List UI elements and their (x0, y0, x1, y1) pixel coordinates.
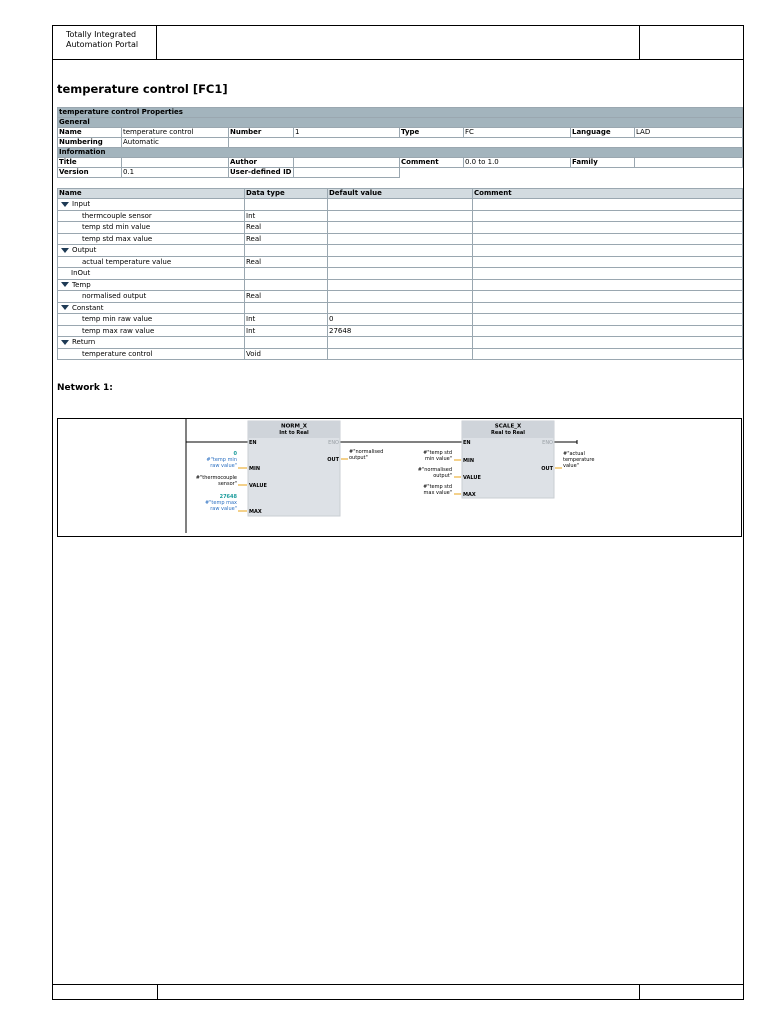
interface-row (58, 210, 743, 222)
interface-row-name-cell (58, 268, 245, 280)
general-section-title: General (58, 118, 743, 128)
interface-row-comment (473, 325, 743, 337)
numbering-value: Automatic (122, 138, 229, 148)
interface-header-row (58, 189, 743, 199)
norm-x-name: NORM_X (281, 423, 307, 430)
interface-row-default-value (328, 291, 473, 303)
column-header-comment: Comment (473, 189, 743, 199)
family-value (635, 158, 743, 168)
scale-value-param-2: output" (433, 473, 452, 479)
norm-x-value-pin: VALUE (249, 483, 267, 489)
interface-row-name-cell (58, 302, 245, 314)
interface-row (58, 279, 743, 291)
header-right-cell (640, 26, 743, 59)
interface-row-data-type (245, 337, 328, 349)
interface-row (58, 348, 743, 360)
ladder-diagram (58, 419, 743, 538)
interface-row-name-cell (58, 233, 245, 245)
interface-row-default-value (328, 337, 473, 349)
scale-x-value-pin: VALUE (463, 475, 481, 481)
interface-row-comment (473, 233, 743, 245)
interface-row-name: temp std min value (82, 223, 151, 231)
interface-row-comment (473, 302, 743, 314)
scale-min-param-1: #"temp std (423, 450, 452, 456)
scale-x-types: Real to Real (491, 430, 525, 436)
interface-row-name-cell (58, 291, 245, 303)
properties-section-title: temperature control Properties (58, 108, 743, 118)
interface-row (58, 256, 743, 268)
norm-max-param-1: #"temp max (204, 500, 237, 506)
norm-out-param-1: #"normalised (349, 449, 384, 455)
interface-row-comment (473, 337, 743, 349)
interface-row-comment (473, 199, 743, 211)
userid-label: User-defined ID (230, 168, 292, 176)
interface-row (58, 325, 743, 337)
interface-row-default-value (328, 268, 473, 280)
portal-logo-cell (53, 26, 157, 59)
comment-value: 0.0 to 1.0 (464, 158, 571, 168)
interface-row-default-value (328, 256, 473, 268)
interface-row-comment (473, 245, 743, 257)
norm-x-min-pin: MIN (249, 466, 261, 472)
interface-row-data-type (245, 302, 328, 314)
interface-row-data-type (245, 245, 328, 257)
column-header-name: Name (58, 189, 245, 199)
scale-min-param-2: min value" (425, 456, 452, 462)
family-label: Family (571, 158, 635, 168)
norm-x-max-pin: MAX (249, 509, 262, 515)
author-label: Author (229, 158, 294, 168)
interface-row-name-cell (58, 222, 245, 234)
properties-table (57, 107, 743, 178)
interface-row-comment (473, 291, 743, 303)
norm-min-param-1: #"temp min (206, 457, 237, 463)
interface-row-comment (473, 256, 743, 268)
scale-x-max-pin: MAX (463, 492, 476, 498)
interface-row (58, 199, 743, 211)
interface-row-name: temp max raw value (82, 326, 155, 335)
interface-row (58, 268, 743, 280)
norm-min-const: 0 (233, 451, 237, 457)
interface-row-name: Output (72, 246, 97, 254)
interface-row (58, 222, 743, 234)
expand-triangle-icon[interactable] (61, 340, 69, 345)
title-label: Title (58, 158, 122, 168)
interface-row (58, 302, 743, 314)
title-value (122, 158, 229, 168)
interface-row-comment (473, 222, 743, 234)
interface-row-default-value (328, 348, 473, 360)
interface-row-data-type: Void (245, 348, 328, 360)
number-value: 1 (294, 128, 400, 138)
information-section-title: Information (58, 148, 743, 158)
interface-row-name: Temp (72, 280, 91, 289)
column-header-data-type: Data type (245, 189, 328, 199)
interface-table (57, 188, 743, 360)
author-value (294, 158, 400, 168)
interface-row-name-cell (58, 314, 245, 326)
norm-min-param-2: raw value" (210, 463, 237, 469)
interface-row-name-cell (58, 325, 245, 337)
interface-row-data-type: Real (245, 233, 328, 245)
scale-x-en-pin: EN (463, 440, 471, 446)
interface-rows (58, 189, 743, 360)
norm-out-param-2: output" (349, 455, 368, 461)
interface-row-data-type: Int (245, 325, 328, 337)
language-label: Language (571, 128, 635, 138)
interface-row-data-type: Int (245, 314, 328, 326)
interface-row-comment (473, 268, 743, 280)
scale-out-param-2: temperature (563, 457, 595, 463)
interface-row-comment (473, 279, 743, 291)
expand-triangle-icon[interactable] (61, 305, 69, 310)
interface-row-comment (473, 314, 743, 326)
number-label: Number (229, 128, 294, 138)
interface-row-data-type (245, 199, 328, 211)
interface-row-data-type (245, 268, 328, 280)
interface-row-name: InOut (71, 269, 91, 277)
norm-value-param-2: sensor" (218, 481, 237, 487)
interface-row-data-type: Int (245, 210, 328, 222)
interface-row-name-cell (58, 199, 245, 211)
interface-row-default-value (328, 199, 473, 211)
network-title: Network 1: (57, 383, 113, 393)
footer-right-cell (640, 985, 743, 999)
interface-row-default-value: 0 (328, 314, 473, 326)
norm-x-eno-pin: ENO (328, 440, 339, 446)
scale-out-param-3: value" (563, 463, 579, 469)
interface-row-default-value: 27648 (328, 325, 473, 337)
scale-max-param-1: #"temp std (423, 484, 452, 490)
interface-row-data-type: Real (245, 256, 328, 268)
numbering-label: Numbering (58, 138, 122, 148)
interface-row (58, 291, 743, 303)
interface-row-name: temperature control (82, 349, 153, 358)
scale-x-out-pin: OUT (541, 466, 553, 472)
interface-row-name: actual temperature value (82, 257, 172, 266)
version-value: 0.1 (122, 168, 229, 178)
interface-row-name: thermcouple sensor (82, 211, 152, 220)
interface-row-comment (473, 348, 743, 360)
scale-max-param-2: max value" (423, 490, 452, 496)
interface-row-name-cell (58, 279, 245, 291)
name-label: Name (58, 128, 122, 138)
interface-row-name: Return (72, 338, 96, 346)
interface-row-default-value (328, 245, 473, 257)
interface-row-default-value (328, 302, 473, 314)
scale-x-eno-pin: ENO (542, 440, 553, 446)
userid-value (294, 168, 400, 178)
portal-name-line1: Totally Integrated (66, 30, 137, 39)
interface-row-default-value (328, 279, 473, 291)
norm-x-types: Int to Real (279, 430, 309, 436)
language-value: LAD (635, 128, 743, 138)
version-label: Version (58, 168, 122, 178)
interface-row-comment (473, 210, 743, 222)
type-label: Type (400, 128, 464, 138)
name-value: temperature control (122, 128, 229, 138)
interface-row (58, 314, 743, 326)
norm-x-out-pin: OUT (327, 457, 339, 463)
comment-label: Comment (400, 158, 464, 168)
expand-triangle-icon[interactable] (61, 282, 69, 287)
interface-row-name-cell (58, 256, 245, 268)
interface-row-name: temp std max value (82, 234, 153, 243)
interface-row (58, 233, 743, 245)
expand-triangle-icon[interactable] (61, 202, 69, 207)
page-header (52, 25, 744, 60)
interface-row (58, 337, 743, 349)
interface-row-default-value (328, 233, 473, 245)
interface-row-data-type: Real (245, 222, 328, 234)
interface-row-name: temp min raw value (82, 315, 153, 323)
expand-triangle-icon[interactable] (61, 248, 69, 253)
column-header-default-value: Default value (328, 189, 473, 199)
interface-row-name-cell (58, 337, 245, 349)
scale-out-param-1: #"actual (563, 451, 585, 457)
scale-x-name: SCALE_X (494, 423, 522, 430)
page-footer (52, 984, 744, 1000)
header-center-cell (157, 26, 640, 59)
interface-row-default-value (328, 210, 473, 222)
numbering-blank (229, 138, 743, 148)
interface-row-name: normalised output (82, 292, 147, 300)
norm-max-param-2: raw value" (210, 506, 237, 512)
footer-center-cell (158, 985, 640, 999)
footer-left-cell (53, 985, 158, 999)
scale-value-param-1: #"normalised (417, 467, 452, 473)
norm-x-en-pin: EN (249, 440, 257, 446)
interface-row-name: Input (72, 200, 91, 208)
interface-row-name-cell (58, 245, 245, 257)
interface-row-default-value (328, 222, 473, 234)
interface-row-name-cell (58, 348, 245, 360)
portal-name-line2: Automation Portal (66, 40, 139, 49)
scale-x-min-pin: MIN (463, 458, 475, 464)
interface-row-data-type (245, 279, 328, 291)
interface-row-name-cell (58, 210, 245, 222)
network-ladder-box (57, 418, 742, 537)
type-value: FC (464, 128, 571, 138)
norm-value-param-1: #"thermocouple (195, 475, 237, 481)
interface-row (58, 245, 743, 257)
page-title: temperature control [FC1] (57, 82, 228, 96)
norm-max-const: 27648 (219, 494, 237, 500)
interface-row-name: Constant (72, 303, 104, 312)
interface-row-data-type: Real (245, 291, 328, 303)
